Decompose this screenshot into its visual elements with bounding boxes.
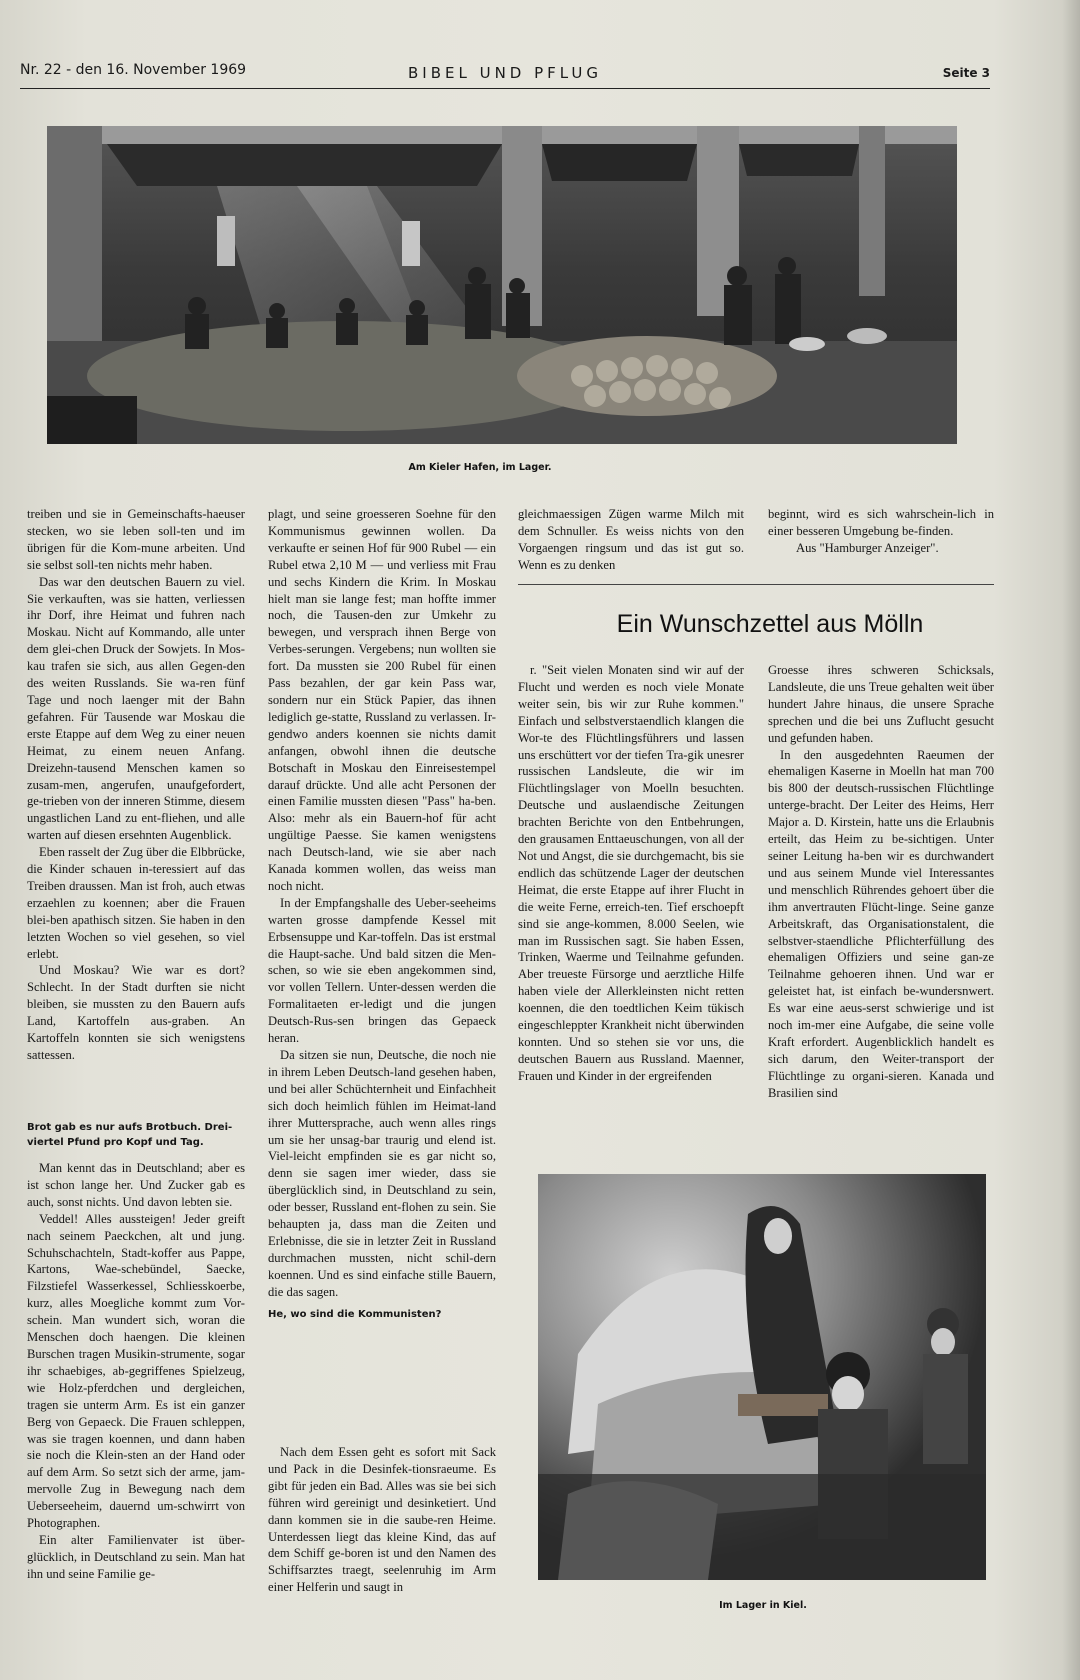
paragraph: r. "Seit vielen Monaten sind wir auf der Flucht und werden es noch viele Monate weiter sein, bis wir zur Ruhe kommen." Einfach und selbstverstaendlich klangen die Wor-te des Flüchtlingsführers und lassen uns erschüttert vor der tiefen Tra-gik unesrer russischen Landsleute, die wir im Flüchtlingslager von Moelln besuchten. Deutsche und auslaendische Zeitungen brachten Berichte von den Entbehrungen, den grausamen Enttaeuschungen, von all der Not und Angst, die sie durchgemacht, bis sie endlich das schützende Lager der deutschen Heimat, die erste Etappe auf ihrer Flucht in die weite Ferne, erreich-ten. Tief erschoepft sind sie ange-kommen, 8.000 Seelen, wie man im Russischen sagt. Sie haben Essen, Trinken, Waerme und Teilnahme gefunden. Aber treueste Fürsorge und aerztliche Hilfe haben viele der Allerkleinsten nicht retten koennen, die den toedtlichen Keim tükisch eingeschleppter Krankheit nicht überwinden konnten. Und so stehen sie vor uns, die deutschen Bauern aus Russland. Maenner, Frauen und Kinder in der ergreifenden xyxy=(518,663,744,1083)
paragraph: gleichmaessigen Zügen warme Milch mit dem Schnuller. Es weiss nichts von den Vorgaengen ringsum und das ist gut so. Wenn es zu denken xyxy=(518,507,744,572)
paragraph: Da sitzen sie nun, Deutsche, die noch nie in ihrem Leben Deutsch-land gesehen haben, und bei aller Schüchternheit und Einfachheit sich doch heimlich fühlen im Heimat-land ihrer Muttersprache, auch wenn alles rings um sie her unsag-bar traurig und elend ist. Viel-leicht empfinden sie es gar nicht so, denn sie sagen imer wieder, dass sie überglücklich sind, in Deutschland zu sein, oder besser, Russland ent-flohen zu sein. Sie behaupten ja, dass man die Zeiten und Erlebnisse, die sie in letzter Zeit in Russland durchmachen mussten, nicht schil-dern koennen. Und es sind einfache stille Bauern, die das sagen. xyxy=(268,1048,496,1299)
article-headline: Ein Wunschzettel aus Mölln xyxy=(616,610,924,638)
page-number: Seite 3 xyxy=(942,66,990,80)
subheading-communists: He, wo sind die Kommunisten? xyxy=(268,1308,442,1320)
paragraph: Und Moskau? Wie war es dort? Schlecht. In der Stadt durften sie nicht bleiben, sie mussten zu den Bauern aufs Land, Kartoffeln aus-graben. An Kartoffeln konnten sie sich wenigstens sattessen. xyxy=(27,963,245,1062)
article2-column-1 xyxy=(518,662,744,1152)
article-column-1-continued xyxy=(27,1160,245,1630)
paragraph: Veddel! Alles aussteigen! Jeder greift nach seinem Paeckchen, alt und jung. Schuhschachteln, Stadt-koffer aus Pappe, Kartons, Wae-schebündel, Saecke, Filzstiefel Wasserkessel, Schliesskoerbe, kurz, alles Moegliche kommt zum Vor-schein. Man wundert sich, woran die Menschen doch haengen. Die kleinen Burschen tragen Musikin-strumente, sogar ihr schaebiges, ab-gegriffenes Spielzeug, wie Holz-pferdchen und dergleichen, tragen sie unterm Arm. Es ist ein ganzer Berg von Gepaeck. Die Frauen schleppen, was sie tragen koennen, und dann haben sie noch die Klein-sten an der Hand oder auf dem Arm. So setzt sich der arme, jam-mervolle Zug in Bewegung nach dem Ueberseeheim, dauernd um-schwirrt von Photographen. xyxy=(27,1211,245,1531)
kiel-camp-photo xyxy=(538,1174,986,1580)
paragraph: Nach dem Essen geht es sofort mit Sack und Pack in die Desinfek-tionsraeume. Es gibt für jeden ein Bad. Alles was sie bei sich führen wird gereinigt und desinketiert. Und dann kommen sie in die saube-ren Heime. Unterdessen liegt das kleine Kind, das auf dem Schiff ge-boren ist und den Namen des Schiffsarztes traegt, seelenruhig im Arm einer Helferin und saugt in xyxy=(268,1445,496,1595)
page-edge-shadow xyxy=(1062,0,1080,1680)
issue-date: Nr. 22 - den 16. November 1969 xyxy=(20,62,247,78)
masthead xyxy=(20,60,990,89)
subheading-bread-block xyxy=(27,1120,245,1150)
harbor-camp-photo-art xyxy=(47,126,957,444)
source-credit: Aus "Hamburger Anzeiger". xyxy=(796,540,939,555)
article-column-2-continued xyxy=(268,1444,496,1630)
paragraph: Das war den deutschen Bauern zu viel. Sie verkauften, was sie hatten, verliessen ihr Dorf, ihre Heimat und fuhren nach Moskau. Nicht auf Kommando, alle unter dem glei-chen Druck der Sowjets. In Mos-kau trafen sie sich, aus allen Gegen-den des weiten Russlands. Sie wa-ren fünf Tage und noch laenger mit der Bahn gefahren. Für Tausende war Moskau die erste Etappe auf dem Weg zu einer neuen Heimat, zu einem neuen Anfang. Dreizehn-tausend Menschen kamen so zusam-men, angerufen, unaufgefordert, ge-trieben von der inneren Stimme, diesem ungastlichen Land zu ent-fliehen, und alle warten auf diesen ersehnten Augenblick. xyxy=(27,574,245,843)
harbor-camp-photo xyxy=(47,126,957,444)
article-column-4-top xyxy=(768,506,994,576)
kiel-camp-photo-art xyxy=(538,1174,986,1580)
paragraph: beginnt, wird es sich wahrschein-lich in einer besseren Umgebung be-finden. xyxy=(768,507,994,538)
paragraph: plagt, und seine groesseren Soehne für den Kommunismus gewinnen wollen. Da verkaufte er seinen Hof für 900 Rubel — ein Rubel etwa 2,10 M — und verliess mit Frau und sechs Kindern die Krim. In Moskau hielt man sie lange fest; man hoffte immer noch, die Tausen-den zur Umkehr zu bewegen, und versprach ihnen Berge von Verbes-serungen. Vergebens; nun wollten sie fort. Da mussten sie 200 Rubel für einen Pass bezahlen, der gar kein Pass war, sondern nur ein Stück Papier, das ihnen lediglich ge-statte, Russland zu verlassen. Ir-gendwo anders koennen sie nichts damit anfangen, obwohl ihnen die deutsche Botschaft in Moskau den Einreisestempel darauf drückte. Und alle acht Personen der einen Familie mussten diesen "Pass" ha-ben. Also: mehr als ein Bauern-hof für acht ungültige Paesse. Sie kamen wenigstens nach Deutsch-land, wie sie aber nach Kanada kommen wollen, das weiss man noch nicht. xyxy=(268,507,496,893)
subheading-bread: Brot gab es nur aufs Brotbuch. Drei-viertel Pfund pro Kopf und Tag. xyxy=(27,1122,233,1148)
kiel-camp-photo-caption: Im Lager in Kiel. xyxy=(719,1600,807,1611)
article-divider xyxy=(518,584,994,585)
paragraph: treiben und sie in Gemeinschafts-haeuser stecken, wo sie leben soll-ten und im übrigen für die Kom-mune arbeiten. Und sie selbst soll-ten nichts mehr haben. xyxy=(27,507,245,572)
article-column-3-top xyxy=(518,506,744,576)
article-column-2 xyxy=(268,506,496,1522)
article-column-1 xyxy=(27,506,245,1122)
paragraph: In der Empfangshalle des Ueber-seeheims warten grosse dampfende Kessel mit Erbsensuppe und Kar-toffeln. Das ist erstmal die Haupt-sache. Und bald sitzen die Men-schen, so wie sie eben angekommen sind, vor vollen Tellern. Unter-dessen werden die Formalitaeten er-ledigt und die jungen Deutsch-Rus-sen bringen das Gepaeck heran. xyxy=(268,895,496,1046)
paragraph: Ein alter Familienvater ist über-glücklich, in Deutschland zu sein. Man hat ihn und seine Familie ge- xyxy=(27,1532,245,1581)
paragraph: Man kennt das in Deutschland; aber es ist schon lange her. Und Zucker gab es auch, sonst nichts. Und davon lebten sie. xyxy=(27,1161,245,1209)
paragraph: Eben rasselt der Zug über die Elbbrücke, die Kinder schauen in-teressiert auf das Treiben draussen. Man ist froh, auch etwas erzaehlen zu koennen; aber die Frauen blei-ben apathisch sitzen. Sie haben in den letzten Wochen so viel gesehen, so viel erlebt. xyxy=(27,845,245,961)
newspaper-title: BIBEL UND PFLUG xyxy=(407,64,602,82)
paragraph: In den ausgedehnten Raeumen der ehemaligen Kaserne in Moelln hat man 700 bis 800 der deutsch-russischen Flüchtlinge unterge-bracht. Der Leiter des Heims, Herr Major a. D. Kirstein, hatte uns die Erlaubnis erteilt, das Heim zu be-sichtigen. Unter seiner Leitung ha-ben wir es durchwandert und aus seinem Munde viel Interessantes und menschlich Rührendes gehoert über die ihm anvertrauten Flücht-linge. Seine ganze Arbeitskraft, das Organisationstalent, die selbstver-staendliche Pflichterfüllung des ehemaligen Offiziers und seine gan-ze Teilnahme gehoeren ihnen. Und war er geleistet hat, ist einfach be-wundersnwert. Es war eine aeus-serst schwierige und ist noch im-mer eine Aufgabe, die seine volle Kraft erfordert. Augenblicklich handelt es sich darum, den Weiter-transport der Flüchtlinge zu organi-sieren. Kanada und Brasilien sind xyxy=(768,747,994,1100)
paragraph: Groesse ihres schweren Schicksals, Landsleute, die uns Treue gehalten weit über hundert Jahre hinaus, die unsere Sprache sprechen und die bei uns Zuflucht gesucht und gefunden haben. xyxy=(768,663,994,745)
harbor-camp-photo-caption: Am Kieler Hafen, im Lager. xyxy=(408,462,552,473)
article2-column-2 xyxy=(768,662,994,1152)
